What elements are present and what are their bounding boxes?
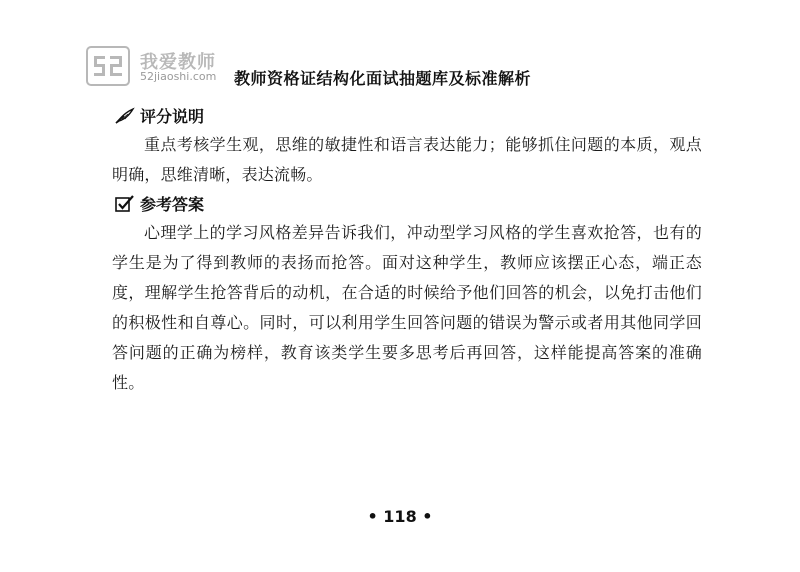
page-header (86, 40, 746, 90)
logo-chinese-text: 我爱教师 (140, 52, 216, 73)
checkbox-checked-icon (114, 195, 136, 213)
quill-pen-icon (114, 107, 136, 125)
answer-heading (114, 192, 204, 215)
answer-text: 心理学上的学习风格差异告诉我们，冲动型学习风格的学生喜欢抢答，也有的学生是为了得到教师的表扬而抢答。面对这种学生，教师应该摆正心态，端正态度，理解学生抢答背后的动机，在合适的时候给予他们回答的机会，以免打击他们的积极性和自尊心。同时，可以利用学生回答问题的错误为警示或者用其他同学回答问题的正确为榜样，教育该类学生要多思考后再回答，这样能提高答案的准确性。 (112, 223, 702, 392)
book-title: 教师资格证结构化面试抽题库及标准解析 (234, 69, 532, 88)
scoring-heading-label: 评分说明 (140, 107, 205, 126)
scoring-text: 重点考核学生观，思维的敏捷性和语言表达能力；能够抓住问题的本质，观点明确，思维清晰，表达流畅。 (112, 135, 702, 184)
scoring-heading (114, 104, 204, 127)
page-number: • 118 • (367, 507, 433, 526)
logo-domain-text: 52jiaoshi.com (140, 70, 217, 83)
site-logo (86, 46, 226, 88)
answer-heading-label: 参考答案 (140, 195, 205, 214)
logo-mark-icon (86, 46, 130, 86)
